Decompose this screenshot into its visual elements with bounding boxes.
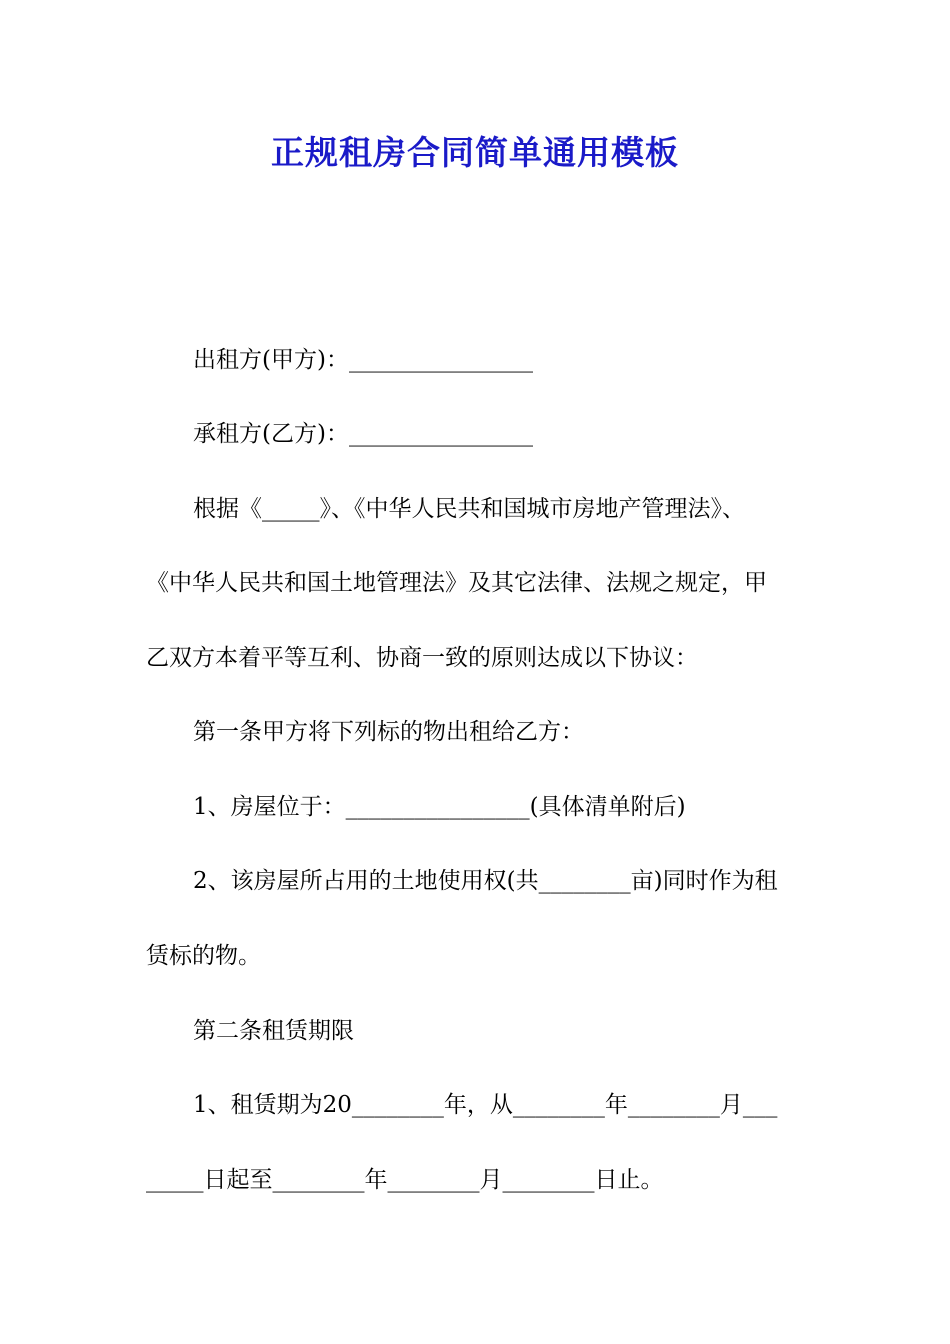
- article-1-heading: 第一条甲方将下列标的物出租给乙方：: [193, 719, 584, 745]
- article-2-heading: 第二条租赁期限: [193, 1018, 354, 1044]
- lessee-line: 承租方(乙方)：________________: [193, 421, 533, 447]
- article-1-item-2-line-1: 2、该房屋所占用的土地使用权(共________亩)同时作为租: [193, 868, 778, 894]
- basis-paragraph-line-2: 《中华人民共和国土地管理法》及其它法律、法规之规定，甲: [146, 570, 767, 596]
- lessor-line: 出租方(甲方)：________________: [193, 347, 533, 373]
- article-2-item-1-line-1: 1、租赁期为20________年，从________年________月___: [193, 1092, 778, 1118]
- article-1-item-1: 1、房屋位于：________________(具体清单附后): [193, 794, 686, 820]
- document-title: 正规租房合同简单通用模板: [271, 133, 679, 172]
- basis-paragraph-line-1: 根据《_____》、《中华人民共和国城市房地产管理法》、: [193, 496, 745, 522]
- article-1-item-2-line-2: 赁标的物。: [146, 943, 261, 969]
- basis-paragraph-line-3: 乙双方本着平等互利、协商一致的原则达成以下协议：: [146, 645, 698, 671]
- article-2-item-1-line-2: _____日起至________年________月________日止。: [146, 1167, 664, 1193]
